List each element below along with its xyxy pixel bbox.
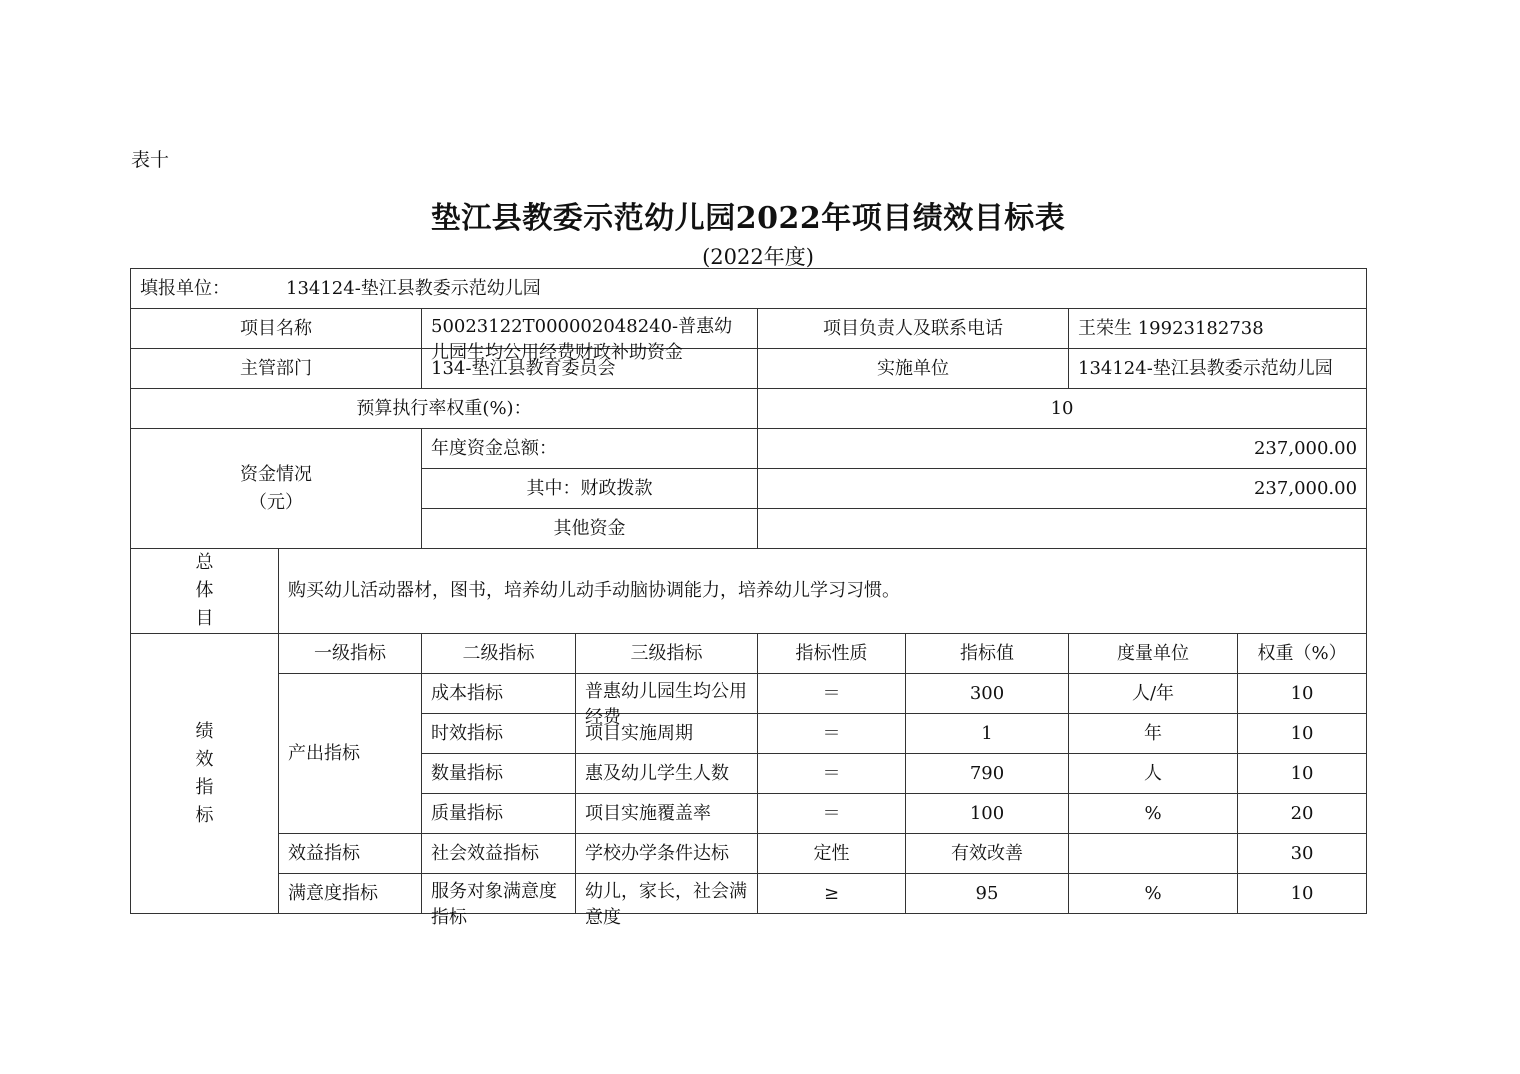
reporting-unit-label: 填报单位：: [140, 277, 230, 299]
indicator-value: 95: [906, 874, 1069, 914]
overall-goal-label-cell: [131, 549, 279, 634]
indicator-level3: 项目实施周期: [576, 714, 758, 754]
budget-weight-row: [131, 389, 1367, 429]
funds-other-value: [758, 509, 1367, 549]
reporting-unit-cell: [131, 269, 1367, 309]
funds-total-row: [131, 429, 1367, 469]
overall-goal-row: [131, 549, 1367, 634]
indicator-header-row: [131, 634, 1367, 674]
implementer-value: 134124-垫江县教委示范幼儿园: [1069, 349, 1367, 389]
funds-total-label: 年度资金总额：: [422, 429, 758, 469]
indicator-level3: 项目实施覆盖率: [576, 794, 758, 834]
project-name-row: [131, 309, 1367, 349]
indicator-value: 790: [906, 754, 1069, 794]
header-level1: 一级指标: [279, 634, 422, 674]
indicator-nature: ＝: [758, 714, 906, 754]
department-label: 主管部门: [131, 349, 422, 389]
indicator-level2: 成本指标: [422, 674, 576, 714]
project-name-value: 50023122T000002048240-普惠幼儿园生均公用经费财政补助资金: [431, 316, 733, 363]
page-subtitle: (2022年度): [702, 245, 814, 269]
indicator-nature: ＝: [758, 754, 906, 794]
indicator-level2: 时效指标: [422, 714, 576, 754]
overall-goal-label-char: 体: [195, 580, 214, 601]
funds-label: 资金情况: [240, 463, 312, 485]
indicator-unit: 年: [1069, 714, 1238, 754]
indicator-weight: 10: [1238, 754, 1367, 794]
header-nature: 指标性质: [758, 634, 906, 674]
indicator-level3-cell: [576, 874, 758, 928]
indicator-row: [131, 874, 1367, 914]
funds-unit-label: （元）: [249, 491, 303, 513]
indicator-weight: 10: [1238, 674, 1367, 714]
header-level2: 二级指标: [422, 634, 576, 674]
indicator-level2: 数量指标: [422, 754, 576, 794]
funds-fiscal-label: 其中：财政拨款: [422, 469, 758, 509]
group-benefit-label: 效益指标: [279, 834, 422, 874]
indicator-label-char: 绩: [195, 720, 214, 742]
indicator-row: [131, 674, 1367, 714]
indicator-label-char: 指: [195, 776, 214, 798]
project-name-cell: [422, 309, 758, 363]
budget-weight-value: 10: [758, 389, 1367, 429]
group-output-label: 产出指标: [279, 674, 422, 834]
project-leader-value: 王荣生 19923182738: [1069, 309, 1367, 349]
reporting-unit-value: 134124-垫江县教委示范幼儿园: [286, 277, 541, 299]
project-leader-label: 项目负责人及联系电话: [758, 309, 1069, 349]
indicator-level2-cell: [422, 874, 576, 928]
indicator-nature: ≥: [758, 874, 906, 914]
indicator-unit: 人: [1069, 754, 1238, 794]
indicator-weight: 30: [1238, 834, 1367, 874]
table-tag: 表十: [131, 149, 170, 171]
indicator-level2: 服务对象满意度指标: [431, 881, 557, 928]
funds-total-value: 237,000.00: [758, 429, 1367, 469]
indicator-level3: 惠及幼儿学生人数: [576, 754, 758, 794]
indicator-level3: 幼儿，家长，社会满意度: [585, 881, 747, 928]
funds-other-label: 其他资金: [422, 509, 758, 549]
indicator-value: 有效改善: [906, 834, 1069, 874]
indicator-unit: [1069, 834, 1238, 874]
indicator-label-char: 标: [195, 804, 214, 826]
indicator-row: [131, 834, 1367, 874]
indicator-value: 300: [906, 674, 1069, 714]
indicator-level2: 质量指标: [422, 794, 576, 834]
funds-fiscal-value: 237,000.00: [758, 469, 1367, 509]
indicator-value: 1: [906, 714, 1069, 754]
overall-goal-label-char: 目: [195, 608, 214, 629]
indicator-value: 100: [906, 794, 1069, 834]
reporting-unit-row: [131, 269, 1367, 309]
overall-goal-text: 购买幼儿活动器材，图书，培养幼儿动手动脑协调能力，培养幼儿学习习惯。: [279, 549, 1367, 634]
indicator-nature: ＝: [758, 794, 906, 834]
indicator-weight: 10: [1238, 874, 1367, 914]
project-name-label: 项目名称: [131, 309, 422, 349]
implementer-label: 实施单位: [758, 349, 1069, 389]
indicator-unit: %: [1069, 874, 1238, 914]
header-weight: 权重（%）: [1238, 634, 1367, 674]
indicator-nature: 定性: [758, 834, 906, 874]
indicator-level3: 学校办学条件达标: [576, 834, 758, 874]
header-level3: 三级指标: [576, 634, 758, 674]
indicator-level3-cell: [576, 674, 758, 728]
department-row: [131, 349, 1367, 389]
header-unit: 度量单位: [1069, 634, 1238, 674]
indicator-nature: ＝: [758, 674, 906, 714]
indicator-weight: 20: [1238, 794, 1367, 834]
indicator-label-char: 效: [195, 748, 214, 770]
budget-weight-label: 预算执行率权重(%)：: [131, 389, 758, 429]
department-value: 134-垫江县教育委员会: [422, 349, 758, 389]
header-value: 指标值: [906, 634, 1069, 674]
indicator-weight: 10: [1238, 714, 1367, 754]
indicator-level3: 普惠幼儿园生均公用经费: [585, 681, 747, 728]
page-title: 垫江县教委示范幼儿园2022年项目绩效目标表: [430, 201, 1066, 236]
indicator-unit: 人/年: [1069, 674, 1238, 714]
indicator-unit: %: [1069, 794, 1238, 834]
indicator-level2: 社会效益指标: [422, 834, 576, 874]
group-satisfaction-label: 满意度指标: [279, 874, 422, 914]
funds-label-cell: [131, 429, 422, 549]
overall-goal-label-char: 总: [195, 552, 214, 573]
indicator-label-cell: [131, 634, 279, 914]
performance-target-table: [130, 268, 1367, 928]
